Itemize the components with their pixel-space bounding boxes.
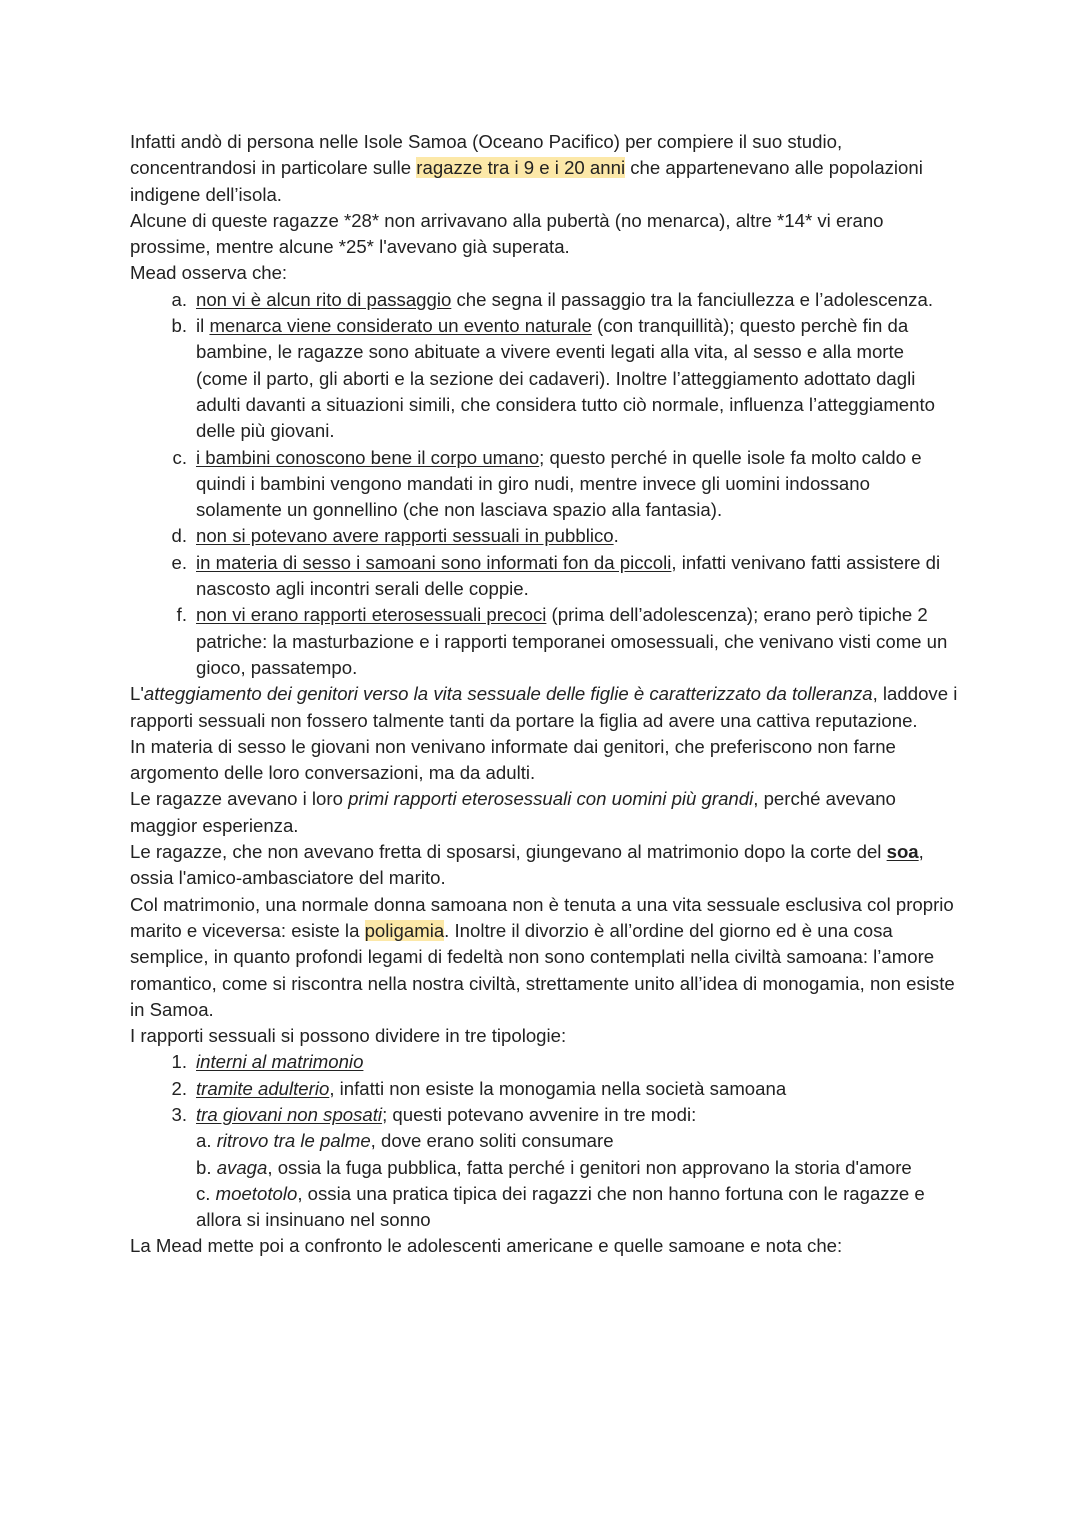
paragraph-comparison: La Mead mette poi a confronto le adolescenti americane e quelle samoane e nota che:: [130, 1235, 843, 1257]
bold-term-soa: soa: [886, 841, 919, 863]
paragraph-information: In materia di sesso le giovani non venivano informate dai genitori, che preferiscono non farne argomento delle loro conversazioni, ma da adulti.: [130, 735, 896, 784]
list-item: [171, 287, 960, 313]
italic-text: atteggiamento dei genitori verso la vita sessuale delle figlie è caratterizzato da tolleranza: [143, 683, 873, 705]
italic-text: avaga: [216, 1156, 268, 1178]
paragraph-types: I rapporti sessuali si possono dividere in tre tipologie:: [130, 1025, 567, 1047]
underlined-italic-text: tra giovani non sposati: [196, 1103, 383, 1125]
list-item: [171, 550, 960, 603]
underlined-italic-text: tramite adulterio: [196, 1077, 330, 1099]
text-span: ; questi potevano avvenire in tre modi:: [382, 1103, 697, 1125]
list-item: [171, 313, 960, 444]
list-item: [176, 602, 960, 681]
italic-text: moetotolo: [215, 1182, 298, 1204]
list-marker: d.: [171, 525, 187, 547]
paragraph-first-relations: [130, 786, 960, 839]
highlight-age-range: ragazze tra i 9 e i 20 anni: [416, 157, 626, 179]
text-span: . Inoltre il divorzio è all’ordine del giorno ed è una cosa semplice, in quanto profondi legami di fedeltà non sono contemplati nella civiltà samoana: l’amore romantico, come si riscontra nella nostra civiltà, strettamente unito all’idea di monogamia, non esiste in Samoa.: [130, 919, 955, 1020]
text-span: Infatti andò di persona nelle Isole Samoa (Oceano Pacifico) per compiere il suo studio, concentrandosi in particolare sulle: [130, 131, 843, 179]
text-span: L': [130, 683, 144, 705]
text-span: , ossia la fuga pubblica, fatta perché i genitori non approvano la storia d'amore: [267, 1156, 912, 1178]
text-span: , laddove i rapporti sessuali non fossero talmente tanti da portare la figlia ad avere una cattiva reputazione.: [130, 683, 958, 731]
text-span: , ossia l'amico-ambasciatore del marito.: [130, 841, 924, 889]
underlined-text: non vi è alcun rito di passaggio: [196, 288, 452, 310]
underlined-text: non vi erano rapporti eterosessuali precoci: [196, 604, 547, 626]
mode-letter: c.: [196, 1182, 216, 1204]
underlined-text: in materia di sesso i samoani sono informati fon da piccoli: [196, 551, 672, 573]
list-marker: f.: [176, 604, 187, 626]
underlined-text: non si potevano avere rapporti sessuali in pubblico: [196, 525, 614, 547]
text-span: (prima dell’adolescenza); erano però tipiche 2 patriche: la masturbazione e i rapporti temporanei omosessuali, che venivano visti come un gioco, passatempo.: [196, 604, 948, 678]
list-marker: 2.: [171, 1077, 187, 1099]
text-span: .: [613, 525, 619, 547]
underlined-italic-text: interni al matrimonio: [196, 1051, 364, 1073]
list-marker: b.: [171, 315, 187, 337]
text-span: il: [196, 315, 210, 337]
list-marker: 1.: [171, 1051, 187, 1073]
list-item: [172, 445, 960, 524]
underlined-text: menarca viene considerato un evento naturale: [209, 315, 592, 337]
mode-item: [196, 1155, 960, 1181]
list-item: [171, 1102, 960, 1128]
italic-text: ritrovo tra le palme: [216, 1130, 371, 1152]
mode-item: [196, 1128, 960, 1154]
text-span: ; questo perché in quelle isole fa molto caldo e quindi i bambini vengono mandati in giro nudi, mentre invece gli uomini indossano solamente un gonnellino (che non lasciava spazio alla fantasia).: [196, 446, 922, 521]
mode-item: [196, 1181, 960, 1234]
text-span: Le ragazze avevano i loro: [130, 788, 349, 810]
mode-letter: b.: [196, 1156, 217, 1178]
mode-letter: a.: [196, 1130, 217, 1152]
paragraph-parents: [130, 681, 960, 734]
text-span: Le ragazze, che non avevano fretta di sposarsi, giungevano al matrimonio dopo la corte del: [130, 841, 887, 863]
text-span: che appartenevano alle popolazioni indigene dell’isola.: [130, 157, 923, 205]
modes-list: [130, 1128, 960, 1233]
paragraph-intro: [130, 129, 960, 208]
list-marker: 3.: [171, 1103, 187, 1125]
highlight-polygamy: poligamia: [364, 919, 445, 941]
document-body: [130, 129, 960, 1260]
text-span: che segna il passaggio tra la fanciullezza e l’adolescenza.: [451, 288, 933, 310]
text-span: , ossia una pratica tipica dei ragazzi che non hanno fortuna con le ragazze e allora si insinuano nel sonno: [196, 1182, 925, 1231]
types-list: [130, 1049, 960, 1128]
list-item: [171, 1049, 960, 1075]
text-span: , infatti venivano fatti assistere di nascosto agli incontri serali delle coppie.: [196, 551, 941, 600]
paragraph-puberty: Alcune di queste ragazze *28* non arrivavano alla pubertà (no menarca), altre *14* vi erano prossime, mentre alcune *25* l'avevano già superata.: [130, 209, 884, 258]
text-span: , dove erano soliti consumare: [370, 1130, 614, 1152]
text-span: Col matrimonio, una normale donna samoana non è tenuta a una vita sessuale esclusiva col proprio marito e viceversa: esiste la: [130, 893, 954, 941]
list-marker: e.: [171, 551, 187, 573]
text-span: , perché avevano maggior esperienza.: [130, 788, 896, 836]
list-item: [171, 523, 960, 549]
list-marker: c.: [172, 446, 187, 468]
list-marker: a.: [171, 288, 187, 310]
text-span: , infatti non esiste la monogamia nella società samoana: [329, 1077, 787, 1099]
paragraph-marriage: [130, 892, 960, 1023]
paragraph-soa: [130, 839, 960, 892]
paragraph-mead-observes: Mead osserva che:: [130, 262, 288, 284]
list-item: [171, 1076, 960, 1102]
text-span: (con tranquillità); questo perchè fin da bambine, le ragazze sono abituate a vivere eventi legati alla vita, al sesso e alla morte (come il parto, gli aborti e la sezione dei cadaveri). Inoltre l’atteggiamento adottato dagli adulti davanti a situazioni simili, che considera tutto ciò normale, influenza l’atteggiamento delle più giovani.: [196, 315, 935, 442]
observations-list: [130, 287, 960, 681]
underlined-text: i bambini conoscono bene il corpo umano: [196, 446, 540, 468]
italic-text: primi rapporti eterosessuali con uomini più grandi: [348, 788, 754, 810]
